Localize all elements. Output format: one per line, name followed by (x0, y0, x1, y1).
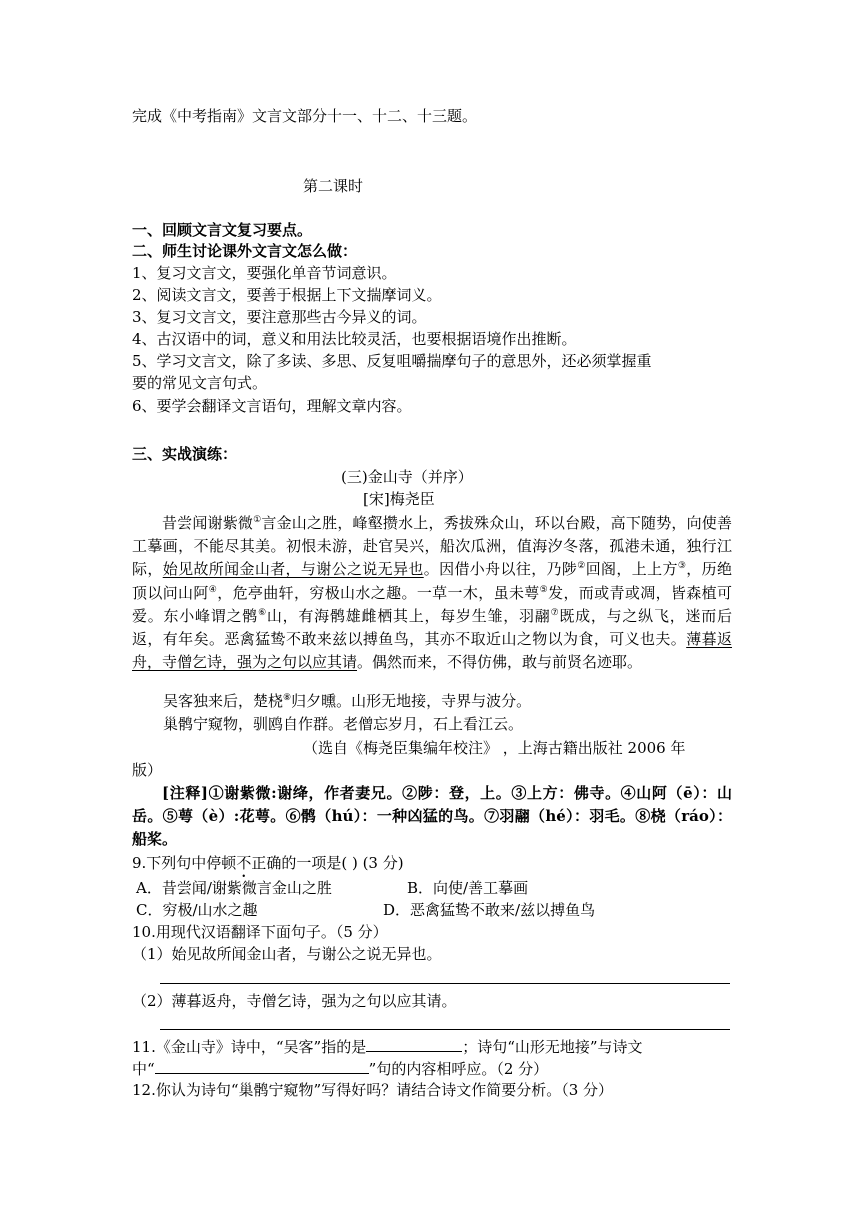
preface-text: 既成，与之纵飞，迷而后返，有年矣。恶禽猛鸷不敢来兹以搏鱼鸟，其亦不取近山之物以为食，可义也夫。 (132, 606, 732, 649)
preface-text: 。因借小舟以往，乃陟 (423, 560, 578, 579)
preface-text: 回阁，上上方 (585, 560, 678, 579)
poem-text: 归夕曛。山形无地接，寺界与波分。 (291, 692, 532, 710)
note-ref-1: ① (253, 515, 262, 525)
underlined-sentence-2: 薄暮返舟，寺僧乞诗，强为之句以应其请 (132, 630, 732, 672)
preface-text: 。偶然而来，不得仿佛，敢与前贤名迹耶。 (357, 653, 643, 672)
q10-sentence-1: （1）始见故所闻金山者，与谢公之说无异也。 (132, 945, 442, 963)
poem-line-1 (163, 691, 531, 712)
question-11 (132, 1035, 643, 1058)
underlined-sentence-1: 始见故所闻金山者，与谢公之说无异也 (162, 560, 424, 579)
question-9-stem (132, 853, 404, 881)
poem-title: (三)金山寺（并序） (341, 468, 473, 486)
point-3: 3、复习文言文，要注意那些古今异义的词。 (132, 308, 427, 326)
point-1: 1、复习文言文，要强化单音节词意识。 (132, 264, 397, 282)
preface (132, 512, 732, 674)
q9-option-b: B．向使/善工摹画 (407, 879, 529, 897)
answer-line-1[interactable] (160, 983, 730, 984)
point-6: 6、要学会翻译文言语句，理解文章内容。 (132, 397, 412, 415)
q9-option-c: C．穷极/山水之趣 (136, 901, 258, 919)
note-ref-3: ③ (677, 561, 687, 572)
source-line-cont: 版） (132, 761, 163, 779)
answer-blank-1[interactable] (366, 1035, 462, 1052)
source-line: （选自《梅尧臣集编年校注》 ，上海古籍出版社 2006 年 (303, 739, 686, 757)
poem-author: [宋]梅尧臣 (363, 490, 435, 508)
point-2: 2、阅读文言文，要善于根据上下文揣摩词义。 (132, 286, 442, 304)
note-ref-6: ⑥ (258, 607, 267, 618)
preface-text: 山，有海鹘雄雌栖其上，每岁生雏，羽翮 (266, 606, 551, 625)
poem-text: 吴客独来后，楚桡 (163, 692, 284, 710)
point-4: 4、古汉语中的词，意义和用法比较灵活，也要根据语境作出推断。 (132, 330, 577, 348)
annotations: [注释]①谢紫微:谢绛，作者妻兄。②陟：登，上。③上方：佛寺。④山阿（ē）：山岳。⑤萼（è）:花萼。⑥鹘（hú）：一种凶猛的鸟。⑦羽翮（hé）：羽毛。⑧桡（ráo）：船桨。 (132, 784, 732, 848)
point-5-cont: 要的常见文言句式。 (132, 374, 268, 392)
q11-text: ”句的内容相呼应。（2 分） (368, 1060, 549, 1078)
q9-text: 9.下列句中停顿 (132, 854, 237, 872)
preface-text: ，危亭曲轩，穷极山水之趣。一草一木，虽未萼 (217, 583, 540, 602)
answer-line-2[interactable] (160, 1029, 730, 1030)
emphasis-dot-char: 不 (236, 854, 252, 872)
point-5: 5、学习文言文，除了多读、多思、反复咀嚼揣摩句子的意思外，还必须掌握重 (132, 352, 652, 370)
q11-text: ；诗句“山形无地接”与诗文 (462, 1038, 643, 1056)
lesson-title: 第二课时 (303, 177, 364, 195)
question-11-cont (132, 1057, 548, 1080)
preface-text: 言金山之胜，峰壑攒水上，秀拔殊众山，环以台殿，高下随势，向使善工摹画，不能尽其美。初恨未游，赴官吴兴，船次瓜洲，值海汐冬落，孤港未通，独行江际， (132, 514, 732, 579)
heading-discussion: 二、师生讨论课外文言文怎么做： (132, 242, 358, 260)
question-10-stem: 10.用现代汉语翻译下面句子。（5 分） (132, 923, 388, 941)
preface-text: 昔尝闻谢紫微 (162, 514, 254, 532)
question-12: 12.你认为诗句“巢鹘宁窥物”写得好吗？请结合诗文作简要分析。（3 分） (132, 1081, 614, 1099)
note-ref-4: ④ (208, 584, 218, 595)
heading-review: 一、回顾文言文复习要点。 (132, 221, 313, 239)
answer-blank-2[interactable] (155, 1057, 369, 1074)
q9-option-a: A．昔尝闻/谢紫微言金山之胜 (136, 879, 332, 897)
note-ref-8: ⑧ (283, 693, 292, 703)
preface-text: 发，而或青或凋，皆森植可爱。东小峰谓之鹘 (132, 583, 732, 625)
note-ref-7: ⑦ (550, 607, 560, 618)
preface-text: ，历绝顶以问山阿 (132, 560, 732, 602)
preface-paragraph (132, 512, 732, 674)
note-ref-2: ② (577, 561, 586, 572)
note-ref-5: ⑤ (539, 584, 549, 595)
heading-practice: 三、实战演练： (132, 445, 238, 463)
intro-line: 完成《中考指南》文言文部分十一、十二、十三题。 (132, 107, 478, 125)
poem-line-2: 巢鹘宁窥物，驯鸥自作群。老僧忘岁月，石上看江云。 (163, 715, 524, 733)
q11-text: 中“ (132, 1060, 155, 1078)
q11-text: 11.《金山寺》诗中，“吴客”指的是 (132, 1038, 367, 1056)
q9-option-d: D．恶禽猛鸷不敢来/兹以搏鱼鸟 (383, 901, 596, 919)
q10-sentence-2: （2）薄暮返舟，寺僧乞诗，强为之句以应其请。 (132, 992, 457, 1010)
q9-text: 正确的一项是( ) (3 分) (251, 854, 404, 872)
